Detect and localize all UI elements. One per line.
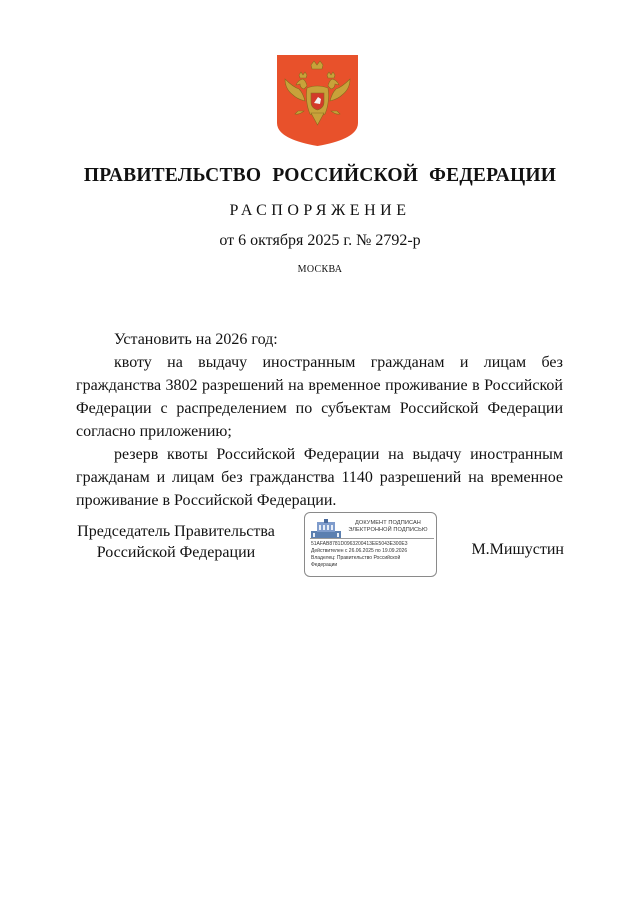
signatory-position-line1: Председатель Правительства — [77, 523, 275, 540]
document-type: РАСПОРЯЖЕНИЕ — [229, 202, 411, 219]
body-paragraph-intro: Установить на 2026 год: — [114, 331, 278, 348]
signatory-name: М.Мишустин — [471, 541, 564, 558]
signatory-position — [76, 521, 276, 563]
stamp-title — [341, 520, 435, 534]
stamp-validity: Действителен с 26.06.2025 по 19.09.2026 — [311, 548, 408, 554]
body-paragraph-reserve: резерв квоты Российской Федерации на выдачу иностранным гражданам и лицам без гражданства 1140 разрешений на временное проживание в Российской Федерации. — [76, 446, 563, 509]
stamp-details — [311, 541, 435, 569]
document-body — [76, 328, 563, 512]
signatory-position-line2: Российской Федерации — [96, 544, 256, 561]
stamp-certificate: 51AFAB8781D0963200413EE5043E300E3 — [311, 541, 408, 547]
electronic-signature-stamp — [304, 512, 437, 577]
body-paragraph-quota: квоту на выдачу иностранным гражданам и лицам без гражданства 3802 разрешений на временное проживание в Российской Федерации с распределением по субъектам Российской Федерации согласно приложению; — [76, 354, 563, 440]
document-date-number: от 6 октября 2025 г. № 2792-р — [219, 232, 421, 249]
stamp-divider — [310, 538, 434, 539]
stamp-owner-line1: Владелец: Правительство Российской — [311, 555, 401, 561]
government-building-icon — [311, 519, 341, 539]
stamp-title-line2: ЭЛЕКТРОННОЙ ПОДПИСЬЮ — [348, 527, 428, 533]
document-city: МОСКВА — [297, 264, 343, 275]
double-headed-eagle-icon — [277, 55, 358, 146]
government-title: ПРАВИТЕЛЬСТВО РОССИЙСКОЙ ФЕДЕРАЦИИ — [83, 165, 557, 186]
stamp-title-line1: ДОКУМЕНТ ПОДПИСАН — [355, 520, 421, 526]
stamp-owner-line2: Федерации — [311, 562, 338, 568]
coat-of-arms-emblem — [277, 55, 358, 146]
